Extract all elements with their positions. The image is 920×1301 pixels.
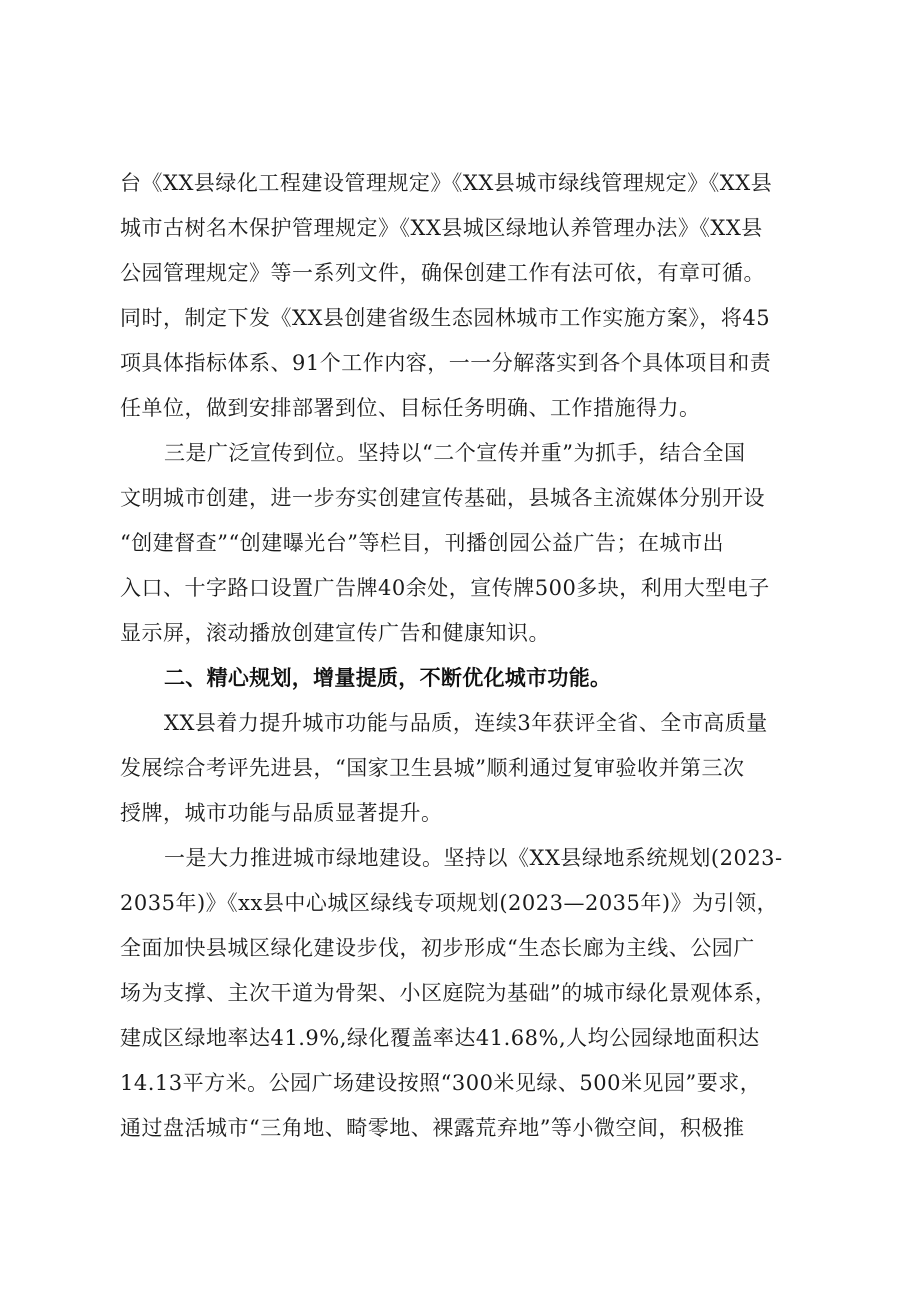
section-heading: 二、精心规划，增量提质，不断优化城市功能。 (164, 666, 612, 690)
paragraph-line: 14.13平方米。公园广场建设按照“300米见绿、500米见园”要求， (120, 1071, 762, 1095)
paragraph-line: 三是广泛宣传到位。坚持以“二个宣传并重”为抓手，结合全国 (164, 441, 746, 465)
paragraph-line: 发展综合考评先进县，“国家卫生县城”顺利通过复审验收并第三次 (120, 756, 745, 780)
paragraph-line: 文明城市创建，进一步夯实创建宣传基础，县城各主流媒体分别开设 (120, 486, 765, 510)
paragraph-line: XX县着力提升城市功能与品质，连续3年获评全省、全市高质量 (164, 711, 768, 735)
paragraph-line: 通过盘活城市“三角地、畸零地、裸露荒弃地”等小微空间，积极推 (120, 1116, 745, 1140)
paragraph-line: 显示屏，滚动播放创建宣传广告和健康知识。 (120, 621, 550, 645)
paragraph-line: 项具体指标体系、91个工作内容，一一分解落实到各个具体项目和责 (120, 351, 772, 375)
paragraph-line: 任单位，做到安排部署到位、目标任务明确、工作措施得力。 (120, 396, 701, 420)
paragraph-line: 同时，制定下发《XX县创建省级生态园林城市工作实施方案》，将45 (120, 306, 771, 330)
paragraph-line: 全面加快县城区绿化建设步伐，初步形成“生态长廊为主线、公园广 (120, 936, 755, 960)
paragraph-line: 2035年)》《xx县中心城区绿线专项规划(2023—2035年)》为引领， (120, 891, 779, 915)
paragraph-line: “创建督查”“创建曝光台”等栏目，刊播创园公益广告；在城市出 (120, 531, 724, 555)
paragraph-line: 入口、十字路口设置广告牌40余处，宣传牌500多块，利用大型电子 (120, 576, 770, 600)
paragraph-line: 授牌，城市功能与品质显著提升。 (120, 801, 443, 825)
paragraph-line: 建成区绿地率达41.9%,绿化覆盖率达41.68%,人均公园绿地面积达 (120, 1026, 760, 1050)
paragraph-line: 城市古树名木保护管理规定》《XX县城区绿地认养管理办法》《XX县 (120, 216, 763, 240)
paragraph-line: 公园管理规定》等一系列文件，确保创建工作有法可依，有章可循。 (120, 261, 765, 285)
paragraph-line: 台《XX县绿化工程建设管理规定》《XX县城市绿线管理规定》《XX县 (120, 171, 773, 195)
paragraph-line: 场为支撑、主次干道为骨架、小区庭院为基础”的城市绿化景观体系， (120, 981, 777, 1005)
paragraph-line: 一是大力推进城市绿地建设。坚持以《XX县绿地系统规划(2023- (164, 846, 783, 870)
